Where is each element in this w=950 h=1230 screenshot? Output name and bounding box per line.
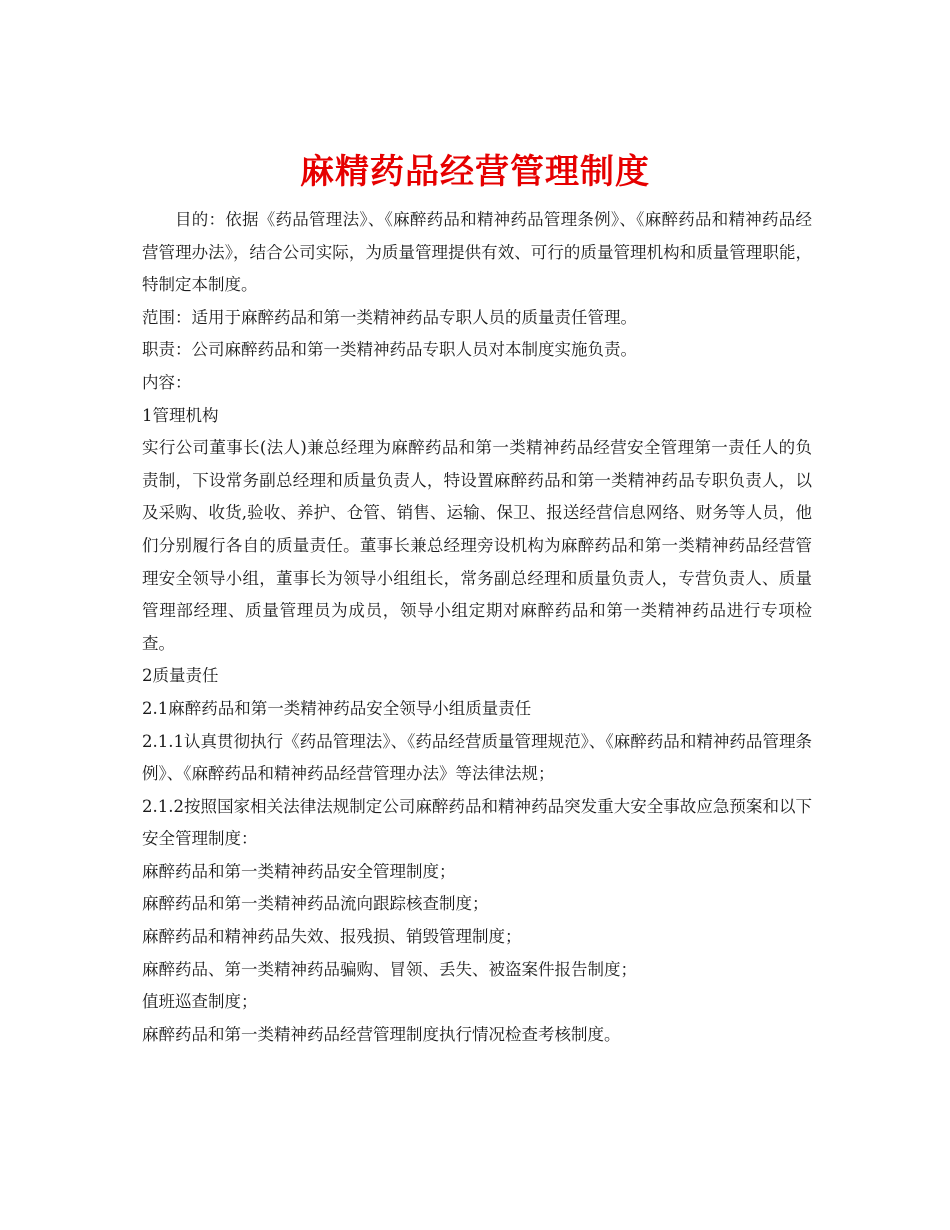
organization-paragraph: 实行公司董事长(法人)兼总经理为麻醉药品和第一类精神药品经营安全管理第一责任人的负责制，下设常务副总经理和质量负责人，特设置麻醉药品和第一类精神药品专职负责人，以及采购、收货,验收、养护、仓管、销售、运输、保卫、报送经营信息网络、财务等人员，他们分别履行各自的质量责任。董事长兼总经理旁设机构为麻醉药品和第一类精神药品经营管理安全领导小组，董事长为领导小组组长，常务副总经理和质量负责人，专营负责人、质量管理部经理、质量管理员为成员，领导小组定期对麻醉药品和第一类精神药品进行专项检查。 — [142, 438, 812, 653]
section-heading-1: 1管理机构 — [142, 405, 219, 425]
list-item: 麻醉药品和精神药品失效、报残损、销毁管理制度； — [142, 927, 522, 947]
purpose-paragraph: 目的：依据《药品管理法》、《麻醉药品和精神药品管理条例》、《麻醉药品和精神药品经营管理办法》，结合公司实际，为质量管理提供有效、可行的质量管理机构和质量管理职能，特制定本制度。 — [142, 210, 812, 295]
list-item: 麻醉药品和第一类精神药品安全管理制度； — [142, 861, 456, 881]
list-item: 麻醉药品和第一类精神药品经营管理制度执行情况检查考核制度。 — [142, 1024, 621, 1044]
content-heading: 内容： — [142, 372, 192, 392]
list-item: 值班巡查制度； — [142, 992, 258, 1012]
scope-paragraph: 范围：适用于麻醉药品和第一类精神药品专职人员的质量责任管理。 — [142, 307, 637, 327]
subsection-heading-2-1: 2.1麻醉药品和第一类精神药品安全领导小组质量责任 — [142, 698, 532, 718]
section-heading-2: 2质量责任 — [142, 666, 219, 686]
clause-2-1-2: 2.1.2按照国家相关法律法规制定公司麻醉药品和精神药品突发重大安全事故应急预案和以下安全管理制度： — [142, 796, 812, 849]
document-body — [142, 204, 812, 1051]
responsibility-paragraph: 职责：公司麻醉药品和第一类精神药品专职人员对本制度实施负责。 — [142, 340, 637, 360]
list-item: 麻醉药品和第一类精神药品流向跟踪核查制度； — [142, 894, 489, 914]
document-title: 麻精药品经营管理制度 — [300, 151, 650, 192]
clause-2-1-1: 2.1.1认真贯彻执行《药品管理法》、《药品经营质量管理规范》、《麻醉药品和精神药品管理条例》、《麻醉药品和精神药品经营管理办法》等法律法规； — [142, 731, 812, 784]
list-item: 麻醉药品、第一类精神药品骗购、冒领、丢失、被盗案件报告制度； — [142, 959, 637, 979]
